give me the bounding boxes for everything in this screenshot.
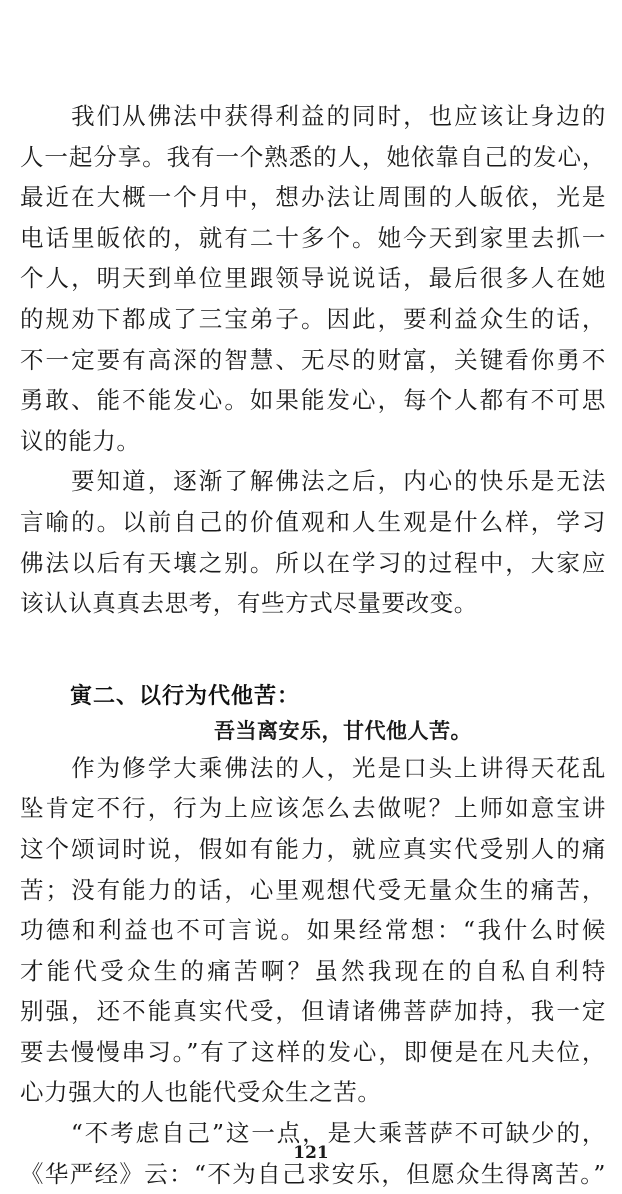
paragraph-1 <box>20 96 606 461</box>
text-line: 的规劝下都成了三宝弟子。因此，要利益众生的话， <box>20 304 606 333</box>
page-number: 121 <box>293 1143 329 1163</box>
text-line: 作为修学大乘佛法的人，光是口头上讲得天花乱 <box>20 753 606 782</box>
text-line: 言喻的。以前自己的价值观和人生观是什么样，学习 <box>20 507 606 536</box>
text-line: 电话里皈依的，就有二十多个。她今天到家里去抓一 <box>20 223 606 252</box>
text-line: 佛法以后有天壤之别。所以在学习的过程中，大家应 <box>20 548 606 577</box>
text-line: 才能代受众生的痛苦啊？虽然我现在的自私自利特 <box>20 956 606 985</box>
text-line: 我们从佛法中获得利益的同时，也应该让身边的 <box>20 102 606 130</box>
section-heading: 寅二、以行为代他苦： <box>70 683 301 709</box>
text-line: 人一起分享。我有一个熟悉的人，她依靠自己的发心， <box>20 142 606 171</box>
text-line: 功德和利益也不可言说。如果经常想：“我什么时候 <box>20 916 606 945</box>
text-line: 心力强大的人也能代受众生之苦。 <box>20 1078 382 1107</box>
text-line: 坠肯定不行，行为上应该怎么去做呢？上师如意宝讲 <box>20 794 606 823</box>
text-line: 苦；没有能力的话，心里观想代受无量众生的痛苦， <box>20 875 606 904</box>
text-line: 个人，明天到单位里跟领导说说话，最后很多人在她 <box>20 264 606 293</box>
text-line: 勇敢、能不能发心。如果能发心，每个人都有不可思 <box>20 386 606 415</box>
verse-line: 吾当离安乐，甘代他人苦。 <box>214 718 472 743</box>
paragraph-3 <box>20 748 606 1113</box>
text-line: 要知道，逐渐了解佛法之后，内心的快乐是无法 <box>20 467 606 496</box>
text-line: 该认认真真去思考，有些方式尽量要改变。 <box>20 589 478 618</box>
text-line: “不考虑自己”这一点，是大乘菩萨不可缺少的， <box>20 1119 606 1148</box>
text-line: 《华严经》云：“不为自己求安乐，但愿众生得离苦。” <box>20 1159 606 1188</box>
paragraph-2 <box>20 461 606 623</box>
page-body <box>20 96 606 1194</box>
text-line: 这个颂词时说，假如有能力，就应真实代受别人的痛 <box>20 834 606 863</box>
text-line: 要去慢慢串习。”有了这样的发心，即便是在凡夫位， <box>20 1037 606 1066</box>
text-line: 别强，还不能真实代受，但请诸佛菩萨加持，我一定 <box>20 997 606 1026</box>
text-line: 不一定要有高深的智慧、无尽的财富，关键看你勇不 <box>20 345 606 374</box>
text-line: 议的能力。 <box>20 426 141 455</box>
text-line: 最近在大概一个月中，想办法让周围的人皈依，光是 <box>20 183 606 212</box>
